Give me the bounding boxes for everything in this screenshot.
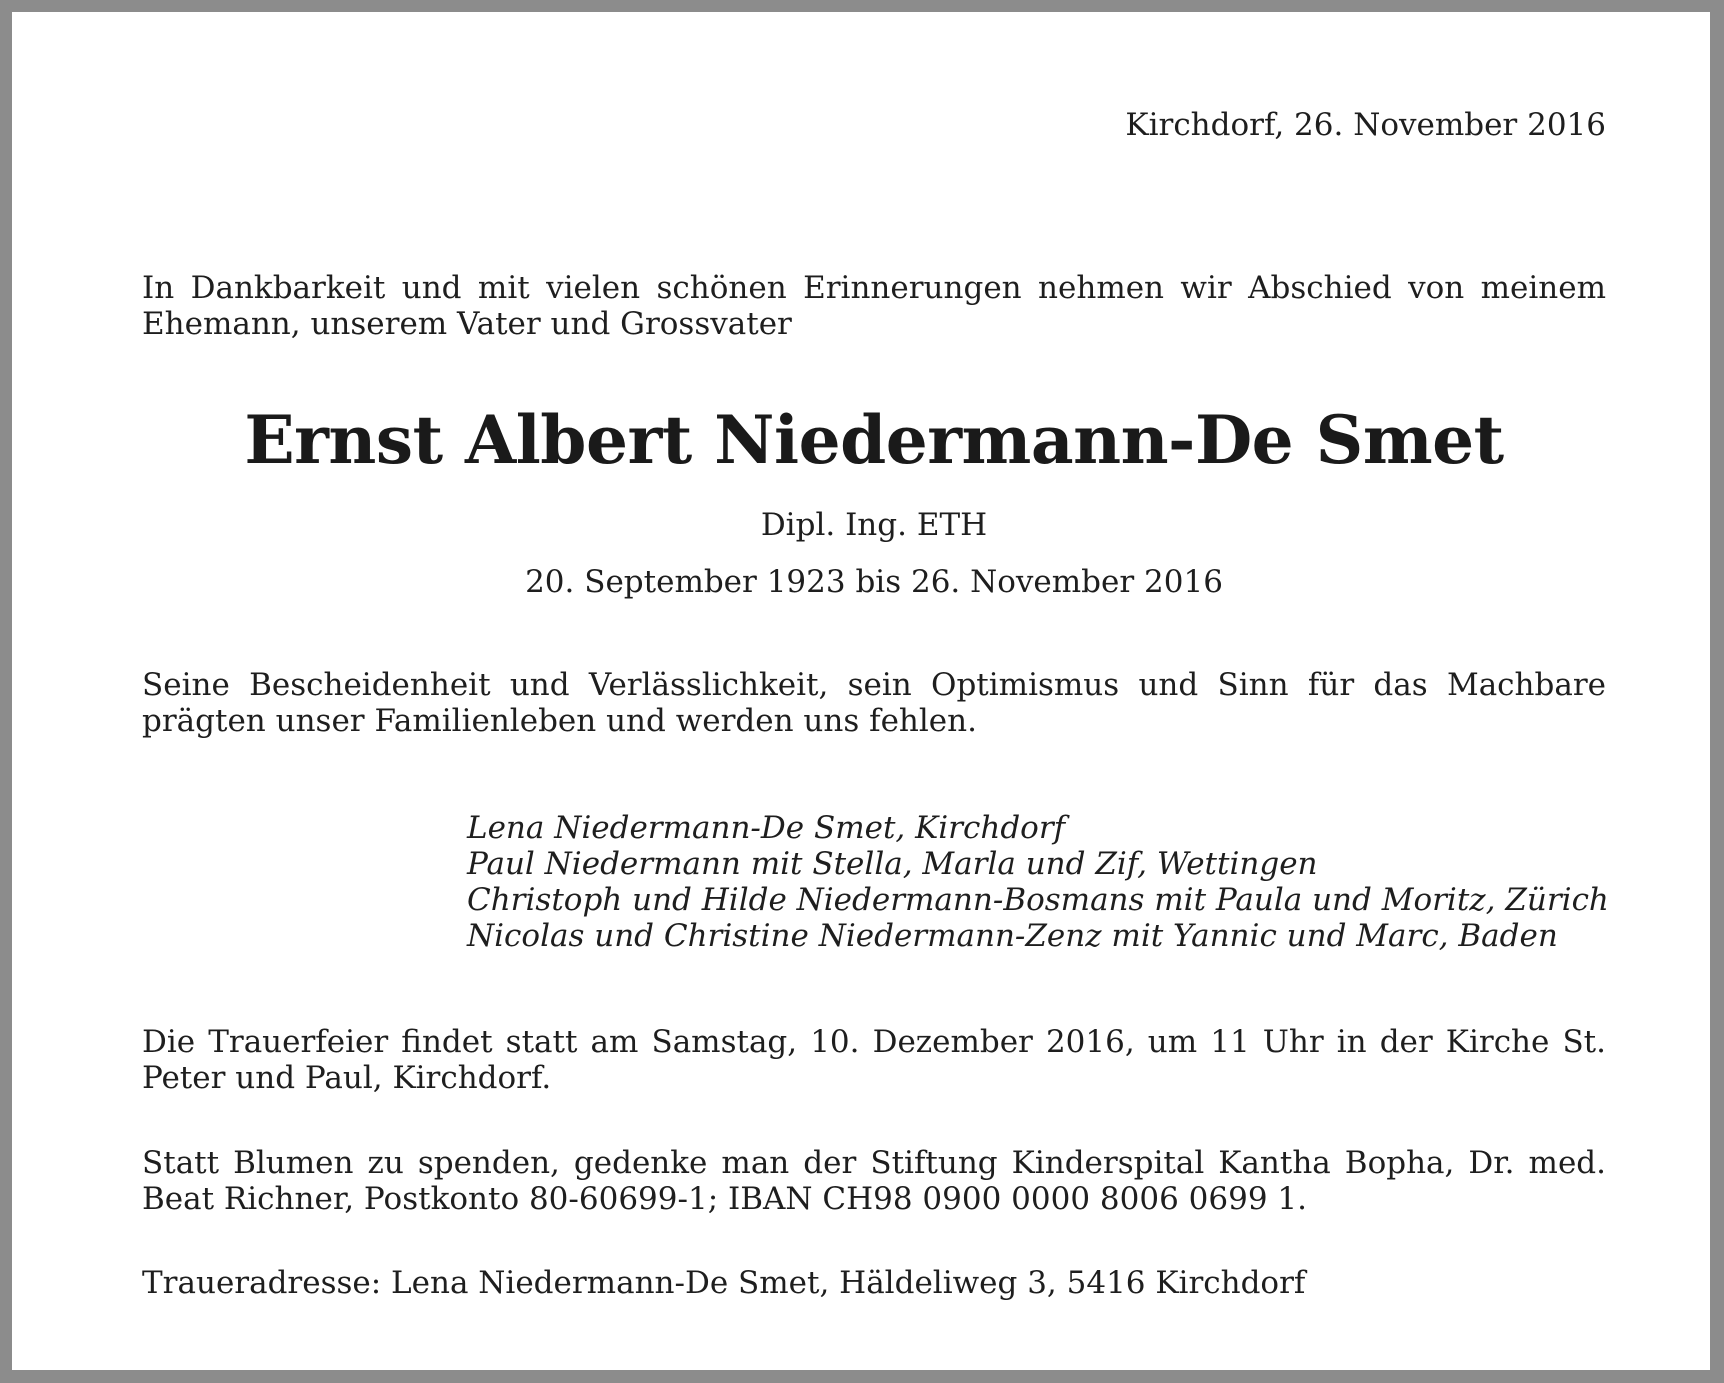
mourning-address: Traueradresse: Lena Niedermann-De Smet, Häldeliweg 3, 5416 Kirchdorf <box>142 1265 1306 1301</box>
lifespan-dates: 20. September 1923 bis 26. November 2016 <box>525 564 1223 600</box>
donation-notice: Statt Blumen zu spenden, gedenke man der Stiftung Kinderspital Kantha Bopha, Dr. med. Beat Richner, Postkonto 80-60699-1; IBAN CH98 0900 0000 8006 0699 1. <box>142 1145 1606 1217</box>
mourner-line: Christoph und Hilde Niedermann-Bosmans mit Paula und Moritz, Zürich <box>467 882 1609 918</box>
mourner-line: Nicolas und Christine Niedermann-Zenz mit Yannic und Marc, Baden <box>467 918 1558 954</box>
academic-title: Dipl. Ing. ETH <box>760 507 988 543</box>
mourners-list <box>467 810 1609 954</box>
obituary-page <box>12 12 1710 1370</box>
ceremony-notice: Die Trauerfeier findet statt am Samstag, 10. Dezember 2016, um 11 Uhr in der Kirche St. Peter und Paul, Kirchdorf. <box>142 1024 1606 1096</box>
intro-text: In Dankbarkeit und mit vielen schönen Erinnerungen nehmen wir Abschied von meinem Ehemann, unserem Vater und Grossvater <box>142 270 1606 342</box>
place-date: Kirchdorf, 26. November 2016 <box>1125 107 1606 143</box>
tribute-text: Seine Bescheidenheit und Verlässlichkeit, sein Optimismus und Sinn für das Machbare prägten unser Familienleben und werden uns fehlen. <box>142 667 1606 739</box>
mourner-line: Paul Niedermann mit Stella, Marla und Zif, Wettingen <box>467 846 1318 882</box>
deceased-name: Ernst Albert Niedermann-De Smet <box>244 401 1504 479</box>
mourner-line: Lena Niedermann-De Smet, Kirchdorf <box>467 810 1066 846</box>
